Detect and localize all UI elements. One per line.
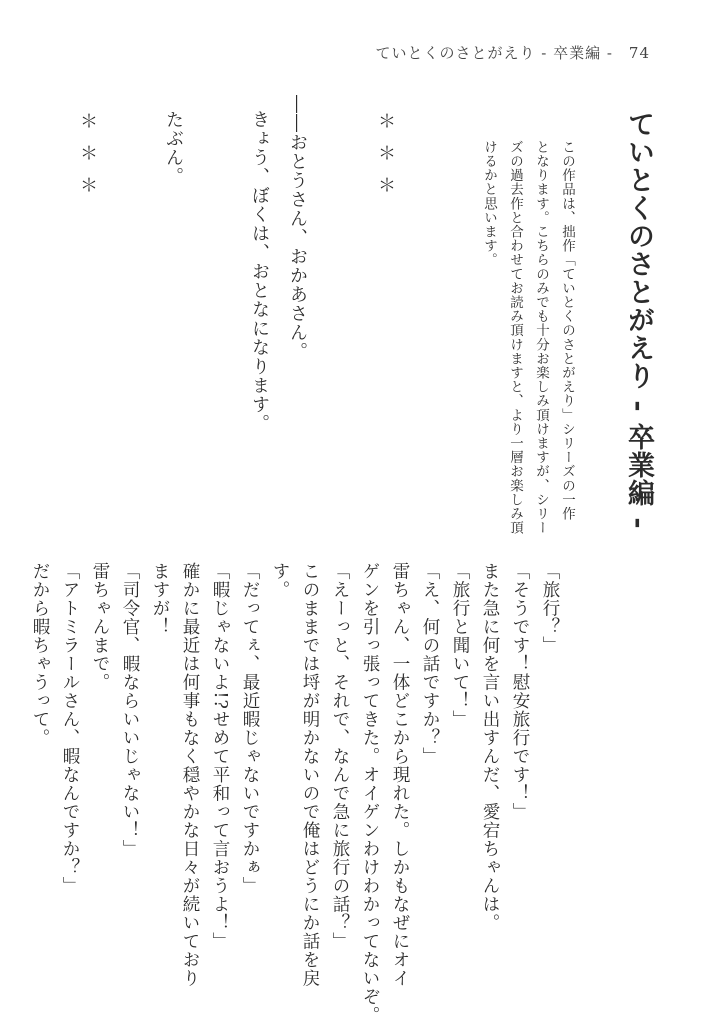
foreword-line: この作品は、拙作「ていとくのさとがえり」シリーズの一作	[559, 140, 575, 521]
body-line: 確かに最近は何事もなく穏やかな日々が続いており	[180, 562, 200, 988]
foreword-line: けるかと思います。	[481, 140, 497, 267]
body-line: 雷ちゃんまで。	[90, 562, 110, 692]
body-line: 「え、何の話ですか？」	[420, 562, 440, 766]
body-line: す。	[270, 562, 290, 599]
body-line: ――おとうさん、おかあさん。	[287, 95, 308, 361]
body-line: たぶん。	[163, 110, 184, 186]
foreword-line: ズの過去作と合わせてお読み頂けますと、より一層お楽しみ頂	[507, 140, 523, 535]
body-line: 「旅行と聞いて！」	[450, 562, 470, 729]
body-line: このままでは埒が明かないので俺はどうにか話を戻	[300, 562, 320, 988]
body-line: だから暇ちゃうって。	[30, 562, 50, 747]
body-line: ますが！	[150, 562, 170, 636]
scene-separator: ＊＊＊	[375, 112, 396, 208]
body-line: 「暇じゃないよ!?せめて平和って言おうよ！」	[210, 562, 230, 951]
body-text-lower	[25, 562, 565, 1025]
body-line: 「司令官、暇ならいいじゃない！」	[120, 562, 140, 858]
page-title: ていとくのさとがえり - 卒業編 -	[623, 110, 654, 530]
body-line: 「そうです！慰安旅行です！」	[510, 562, 530, 821]
body-line: きょう、ぼくは、おとなになります。	[249, 110, 270, 433]
body-line: 「だってぇ、最近暇じゃないですかぁ」	[240, 562, 260, 895]
body-line: ゲンを引っ張ってきた。オイゲンわけわかってないぞ。	[360, 562, 380, 1025]
running-head: ていとくのさとがえり - 卒業編 - 74	[375, 44, 650, 62]
scene-separator: ＊＊＊	[77, 112, 98, 208]
body-line: 「えーっと、それで、なんで急に旅行の話？」	[330, 562, 350, 951]
foreword	[476, 140, 580, 535]
foreword-line: となります。こちらのみでも十分お楽しみ頂けますが、シリー	[533, 140, 549, 535]
body-line: また急に何を言い出すんだ、愛宕ちゃんは。	[480, 562, 500, 932]
body-line: 「旅行？」	[540, 562, 560, 655]
body-line: 雷ちゃん、一体どこから現れた。しかもなぜにオイ	[390, 562, 410, 988]
body-line: 「アトミラールさん、暇なんですか？」	[60, 562, 80, 895]
